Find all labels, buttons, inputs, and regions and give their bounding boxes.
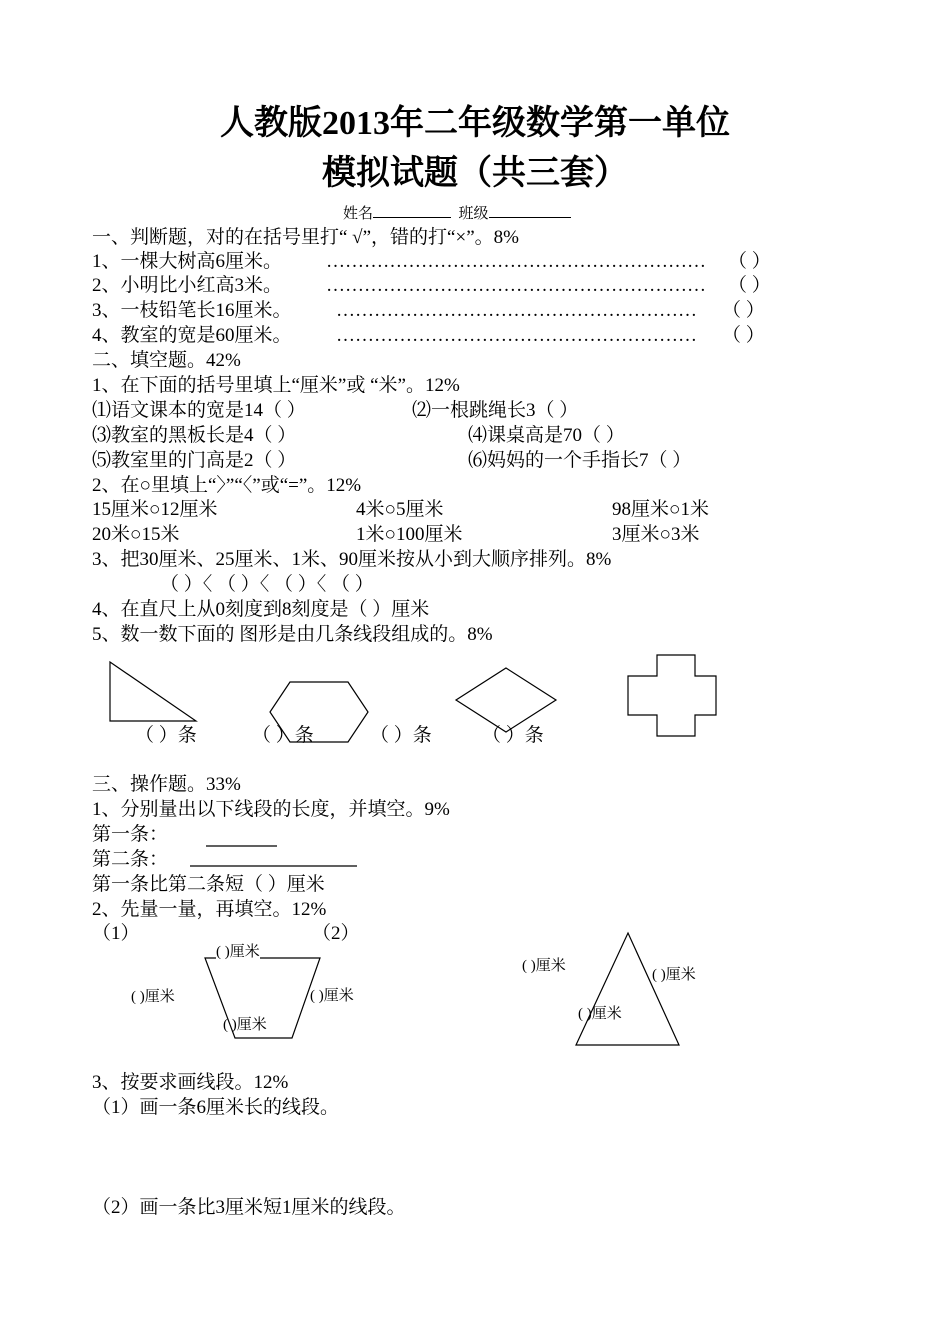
judge-bracket-4[interactable]: （ ） <box>722 325 765 346</box>
draw-item-1: （1）画一条6厘米长的线段。 <box>92 1097 340 1118</box>
draw-item-2: （2）画一条比3厘米短1厘米的线段。 <box>92 1197 406 1218</box>
isosceles-triangle-figure <box>576 933 679 1045</box>
section3-heading: 三、操作题。33% <box>92 774 241 795</box>
compare-item: 4米○5厘米 <box>356 499 444 520</box>
first-segment-label: 第一条： <box>92 824 169 845</box>
segment-count-3[interactable]: （ ）条 <box>370 725 432 746</box>
triangle-left-label[interactable]: ( )厘米 <box>522 958 566 974</box>
trapezoid-bottom-label[interactable]: ( )厘米 <box>223 1017 267 1033</box>
cross-figure <box>628 655 716 736</box>
fill-q1-item-5: ⑸教室里的门高是2（ ） <box>92 450 297 471</box>
judge-item-2: 2、小明比小红高3米。 <box>92 275 283 296</box>
compare-statement: 第一条比第二条短（ ）厘米 <box>92 874 325 895</box>
compare-item: 1米○100厘米 <box>356 524 463 545</box>
name-label: 姓名 <box>343 206 374 222</box>
trapezoid-right-label[interactable]: ( )厘米 <box>310 988 354 1004</box>
dot-leader: ………………………………………………… <box>336 325 697 346</box>
judge-item-3: 3、一枝铅笔长16厘米。 <box>92 300 292 321</box>
fill-q3-title: 3、把30厘米、25厘米、1米、90厘米按从小到大顺序排列。8% <box>92 549 612 570</box>
op-q3-title: 3、按要求画线段。12% <box>92 1072 289 1093</box>
fill-q5-title: 5、数一数下面的 图形是由几条线段组成的。8% <box>92 624 493 645</box>
segment-count-4[interactable]: （ ）条 <box>482 725 544 746</box>
section1-heading: 一、判断题，对的在括号里打“ √”，错的打“×”。8% <box>92 227 519 248</box>
second-segment-label: 第二条： <box>92 849 169 870</box>
judge-bracket-1[interactable]: （ ） <box>728 251 771 272</box>
fill-q4: 4、在直尺上从0刻度到8刻度是（ ）厘米 <box>92 599 430 620</box>
fill-q2-title: 2、在○里填上“〉”“〈”或“=”。12% <box>92 475 362 496</box>
page-title: 人教版2013年二年级数学第一单位 <box>220 105 730 142</box>
fill-q1-item-4: ⑷课桌高是70（ ） <box>468 425 625 446</box>
fill-q1-item-3: ⑶教室的黑板长是4（ ） <box>92 425 297 446</box>
judge-bracket-3[interactable]: （ ） <box>722 300 765 321</box>
compare-item: 3厘米○3米 <box>612 524 700 545</box>
trapezoid-top-label[interactable]: ( )厘米 <box>216 944 260 960</box>
fill-q1-item-1: ⑴语文课本的宽是14（ ） <box>92 400 306 421</box>
section2-heading: 二、填空题。42% <box>92 350 241 371</box>
compare-item: 15厘米○12厘米 <box>92 499 218 520</box>
triangle-figure <box>110 662 196 721</box>
dot-leader: ………………………………………………… <box>336 300 697 321</box>
op-q2-title: 2、先量一量，再填空。12% <box>92 899 327 920</box>
rhombus-figure <box>456 668 556 732</box>
fill-q1-item-6: ⑹妈妈的一个手指长7（ ） <box>468 450 692 471</box>
judge-item-4: 4、教室的宽是60厘米。 <box>92 325 292 346</box>
triangle-bottom-label[interactable]: ( )厘米 <box>578 1006 622 1022</box>
class-label: 班级 <box>458 206 489 222</box>
dot-leader: …………………………………………………… <box>326 251 706 272</box>
trapezoid-left-label[interactable]: ( )厘米 <box>131 989 175 1005</box>
figure-1-label: （1） <box>92 923 140 944</box>
fill-q1-item-2: ⑵一根跳绳长3（ ） <box>412 400 579 421</box>
segment-count-2[interactable]: （ ）条 <box>252 725 314 746</box>
dot-leader: …………………………………………………… <box>326 275 706 296</box>
page-subtitle: 模拟试题（共三套） <box>322 155 628 192</box>
triangle-right-label[interactable]: ( )厘米 <box>652 967 696 983</box>
segment-count-1[interactable]: （ ）条 <box>135 725 197 746</box>
judge-bracket-2[interactable]: （ ） <box>728 275 771 296</box>
op-q1-title: 1、分别量出以下线段的长度，并填空。9% <box>92 799 450 820</box>
fill-q1-title: 1、在下面的括号里填上“厘米”或 “米”。12% <box>92 375 460 396</box>
compare-item: 20米○15米 <box>92 524 180 545</box>
compare-item: 98厘米○1米 <box>612 499 709 520</box>
figure-2-label: （2） <box>312 923 360 944</box>
judge-item-1: 1、一棵大树高6厘米。 <box>92 251 283 272</box>
order-answer[interactable]: （ ）〈 （ ）〈 （ ）〈 （ ） <box>160 574 374 595</box>
